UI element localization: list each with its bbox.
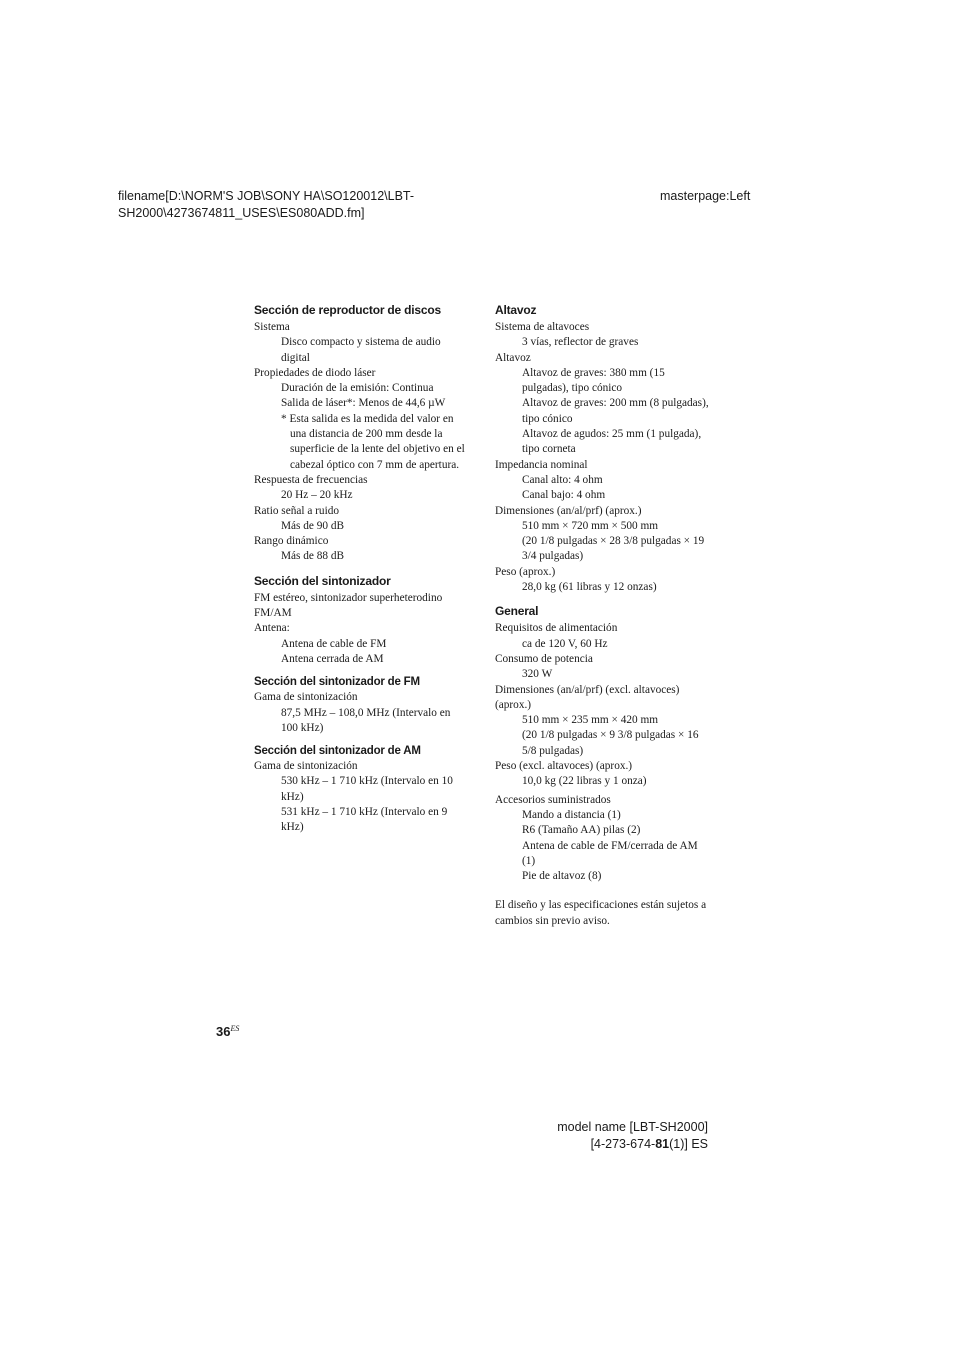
page-number-suffix: ES	[230, 1024, 240, 1033]
spec-value: Disco compacto y sistema de audio digital	[281, 336, 441, 364]
spec-value: 3 vías, reflector de graves	[522, 336, 639, 349]
left-column	[254, 302, 469, 844]
spec-label: Sistema	[254, 321, 290, 333]
section-title-fm: Sección del sintonizador de FM	[254, 676, 420, 689]
spec-label: FM estéreo, sintonizador superheterodino FM/AM	[254, 591, 443, 620]
spec-list-am	[254, 759, 469, 835]
spec-list-disc	[254, 320, 469, 565]
spec-value: Duración de la emisión: Continua	[281, 382, 434, 395]
spec-value: Canal bajo: 4 ohm	[522, 489, 606, 502]
header-filename: filename[D:\NORM'S JOB\SONY HA\SO120012\LBT-SH2000\4273674811_USES\ES080ADD.fm]	[118, 189, 415, 220]
part-number-bold: 81	[655, 1137, 670, 1151]
spec-value: Antena de cable de FM	[281, 637, 387, 650]
spec-label: Rango dinámico	[254, 535, 329, 548]
spec-value: 510 mm × 235 mm × 420 mm	[522, 714, 659, 727]
spec-label: Accesorios suministrados	[495, 793, 611, 806]
model-name: model name [LBT-SH2000]	[557, 1120, 708, 1134]
part-number-suffix: (1)] ES	[669, 1137, 708, 1151]
section-title-tuner: Sección del sintonizador	[254, 573, 391, 588]
spec-value: Antena cerrada de AM	[281, 652, 384, 665]
specs-footnote: El diseño y las especificaciones están sujetos a cambios sin previo aviso.	[495, 899, 707, 927]
spec-label: Sistema de altavoces	[495, 321, 590, 333]
spec-label: Peso (aprox.)	[495, 565, 556, 578]
spec-value: Antena de cable de FM/cerrada de AM (1)	[522, 839, 698, 867]
section-tuner-am	[254, 744, 469, 835]
spec-value: 28,0 kg (61 libras y 12 onzas)	[522, 581, 657, 594]
spec-label: Altavoz	[495, 351, 531, 364]
footer-model-info	[557, 1119, 708, 1153]
section-title-disc: Sección de reproductor de discos	[254, 303, 441, 317]
part-number	[557, 1136, 708, 1153]
section-title-am: Sección del sintonizador de AM	[254, 745, 421, 758]
spec-label: Impedancia nominal	[495, 458, 588, 471]
spec-note: * Esta salida es la medida del valor en una distancia de 200 mm desde la superficie de la lente del objetivo en el cabezal óptico con 7 mm de apertura.	[281, 412, 465, 471]
right-column	[495, 302, 710, 929]
spec-value: 320 W	[522, 668, 553, 681]
spec-value: 20 Hz – 20 kHz	[281, 489, 353, 502]
spec-label: Ratio señal a ruido	[254, 504, 340, 517]
spec-label: Gama de sintonización	[254, 760, 358, 773]
spec-value: Pie de altavoz (8)	[522, 870, 602, 883]
spec-label: Requisitos de alimentación	[495, 622, 618, 635]
spec-value: (20 1/8 pulgadas × 28 3/8 pulgadas × 19 3/4 pulgadas)	[522, 535, 705, 563]
spec-value: 530 kHz – 1 710 kHz (Intervalo en 10 kHz)	[281, 775, 453, 803]
spec-value: Más de 90 dB	[281, 519, 345, 532]
spec-label: Peso (excl. altavoces) (aprox.)	[495, 760, 633, 773]
spec-label: Gama de sintonización	[254, 691, 358, 704]
section-title-speaker: Altavoz	[495, 303, 537, 317]
spec-value: Altavoz de graves: 200 mm (8 pulgadas), tipo cónico	[522, 397, 709, 425]
spec-value: Mando a distancia (1)	[522, 808, 621, 821]
spec-label: Dimensiones (an/al/prf) (excl. altavoces) (aprox.)	[495, 683, 680, 711]
section-disc-player	[254, 302, 469, 565]
spec-label: Dimensiones (an/al/prf) (aprox.)	[495, 504, 642, 517]
part-number-prefix: [4-273-674-	[590, 1137, 656, 1151]
spec-label: Propiedades de diodo láser	[254, 366, 376, 379]
spec-list-general	[495, 621, 710, 884]
spec-value: Salida de láser*: Menos de 44,6 µW	[281, 397, 446, 410]
spec-value: 531 kHz – 1 710 kHz (Intervalo en 9 kHz)	[281, 806, 448, 834]
spec-label: Respuesta de frecuencias	[254, 473, 368, 486]
page-number-value: 36	[216, 1024, 231, 1039]
header-masterpage: masterpage:Left	[660, 189, 751, 203]
spec-value: 510 mm × 720 mm × 500 mm	[522, 519, 659, 532]
spec-list-tuner	[254, 591, 469, 667]
spec-label: Consumo de potencia	[495, 652, 593, 665]
spec-label: Antena:	[254, 622, 290, 635]
spec-list-speaker	[495, 320, 710, 595]
spec-value: Altavoz de graves: 380 mm (15 pulgadas), tipo cónico	[522, 366, 665, 395]
spec-list-fm	[254, 690, 469, 736]
section-tuner	[254, 573, 469, 667]
spec-value: 10,0 kg (22 libras y 1 onza)	[522, 775, 647, 788]
spec-value: ca de 120 V, 60 Hz	[522, 637, 608, 650]
section-tuner-fm	[254, 675, 469, 736]
spec-value: Altavoz de agudos: 25 mm (1 pulgada), tipo corneta	[522, 428, 702, 456]
section-speaker	[495, 302, 710, 595]
section-general	[495, 603, 710, 884]
spec-value: Más de 88 dB	[281, 550, 345, 563]
spec-value: Canal alto: 4 ohm	[522, 473, 603, 486]
page-number	[216, 1024, 239, 1039]
spec-value: R6 (Tamaño AA) pilas (2)	[522, 824, 641, 837]
spec-value: (20 1/8 pulgadas × 9 3/8 pulgadas × 16 5/8 pulgadas)	[522, 729, 699, 757]
section-title-general: General	[495, 604, 539, 619]
spec-value: 87,5 MHz – 108,0 MHz (Intervalo en 100 kHz)	[281, 706, 451, 734]
